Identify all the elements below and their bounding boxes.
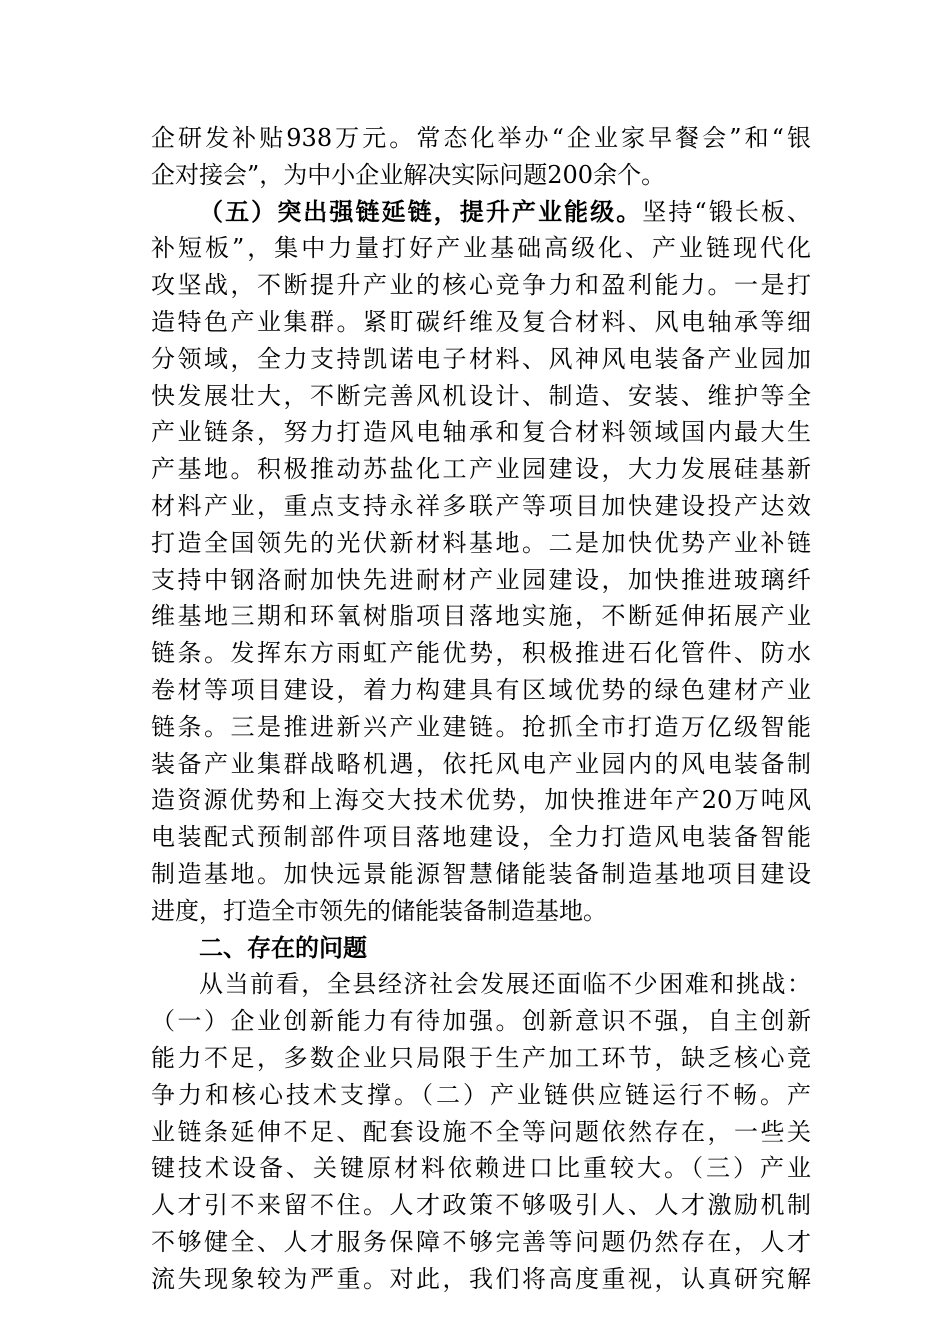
text-line [151, 966, 811, 1003]
text-line [151, 1040, 811, 1077]
text-line [151, 598, 811, 635]
text-line [151, 451, 811, 488]
text-line [151, 1003, 811, 1040]
text-line [151, 672, 811, 709]
line-text: 卷材等项目建设，着力构建具有区域优势的绿色建材产业 [151, 675, 811, 704]
text-line [151, 709, 811, 746]
text-line [151, 930, 811, 967]
text-line [151, 378, 811, 415]
text-line [151, 782, 811, 819]
line-text: 造资源优势和上海交大技术优势，加快推进年产20万吨风 [151, 786, 811, 815]
line-text: 企研发补贴938万元。常态化举办“企业家早餐会”和“银 [151, 124, 811, 152]
text-line [151, 267, 811, 304]
line-text: 维基地三期和环氧树脂项目落地实施，不断延伸拓展产业 [151, 602, 811, 631]
line-text: 键技术设备、关键原材料依赖进口比重较大。（三）产业 [151, 1154, 811, 1183]
line-text: 进度，打造全市领先的储能装备制造基地。 [151, 896, 607, 925]
text-line [151, 635, 811, 672]
line-text: 人才引不来留不住。人才政策不够吸引人、人才激励机制 [151, 1191, 811, 1220]
text-line [151, 1150, 811, 1187]
line-text: 能力不足，多数企业只局限于生产加工环节，缺乏核心竞 [151, 1043, 811, 1072]
line-text: 造特色产业集群。紧盯碳纤维及复合材料、风电轴承等细 [151, 307, 811, 336]
line-text: 链条。发挥东方雨虹产能优势，积极推进石化管件、防水 [151, 639, 811, 668]
line-text: 制造基地。加快远景能源智慧储能装备制造基地项目建设 [151, 859, 811, 888]
line-text: 攻坚战，不断提升产业的核心竞争力和盈利能力。一是打 [151, 271, 811, 300]
text-line [151, 120, 811, 157]
line-text: 业链条延伸不足、配套设施不全等问题依然存在，一些关 [151, 1117, 811, 1146]
document-body [151, 120, 811, 1298]
line-text: 链条。三是推进新兴产业建链。抢抓全市打造万亿级智能 [151, 712, 811, 741]
line-text: 坚持“锻长板、 [642, 197, 811, 226]
text-line [151, 341, 811, 378]
text-line [151, 819, 811, 856]
text-line [151, 1077, 811, 1114]
line-text: 分领域，全力支持凯诺电子材料、风神风电装备产业园加 [151, 344, 811, 373]
text-line [151, 856, 811, 893]
line-text: 流失现象较为严重。对此，我们将高度重视，认真研究解 [151, 1264, 811, 1293]
line-text: 快发展壮大，不断完善风机设计、制造、安装、维护等全 [151, 381, 811, 410]
text-line [151, 1114, 811, 1151]
line-text: 打造全国领先的光伏新材料基地。二是加快优势产业补链 [151, 528, 811, 557]
line-text: 企对接会”，为中小企业解决实际问题200余个。 [151, 160, 666, 189]
text-line [151, 1261, 811, 1298]
text-line [151, 893, 811, 930]
line-text: 补短板”，集中力量打好产业基础高级化、产业链现代化 [151, 234, 811, 263]
text-line [151, 562, 811, 599]
text-line [151, 414, 811, 451]
line-text: 电装配式预制部件项目落地建设，全力打造风电装备智能 [151, 823, 811, 852]
text-line [151, 525, 811, 562]
text-line [151, 1224, 811, 1261]
line-text: 产基地。积极推动苏盐化工产业园建设，大力发展硅基新 [151, 455, 811, 484]
line-text: （一）企业创新能力有待加强。创新意识不强，自主创新 [151, 1007, 811, 1036]
line-text: 从当前看，全县经济社会发展还面临不少困难和挑战： [199, 970, 811, 999]
bold-heading-text: 二、存在的问题 [199, 932, 367, 962]
text-line [151, 304, 811, 341]
bold-heading-text: （五）突出强链延链，提升产业能级。 [199, 196, 643, 226]
line-text: 支持中钢洛耐加快先进耐材产业园建设，加快推进玻璃纤 [151, 565, 811, 594]
text-line [151, 230, 811, 267]
text-line [151, 157, 811, 194]
text-line [151, 194, 811, 231]
line-text: 装备产业集群战略机遇，依托风电产业园内的风电装备制 [151, 749, 811, 778]
line-text: 材料产业，重点支持永祥多联产等项目加快建设投产达效 [151, 491, 811, 520]
text-line [151, 488, 811, 525]
line-text: 不够健全、人才服务保障不够完善等问题仍然存在，人才 [151, 1227, 811, 1256]
text-line [151, 746, 811, 783]
line-text: 争力和核心技术支撑。（二）产业链供应链运行不畅。产 [151, 1080, 811, 1109]
line-text: 产业链条，努力打造风电轴承和复合材料领域国内最大生 [151, 418, 811, 447]
text-line [151, 1187, 811, 1224]
